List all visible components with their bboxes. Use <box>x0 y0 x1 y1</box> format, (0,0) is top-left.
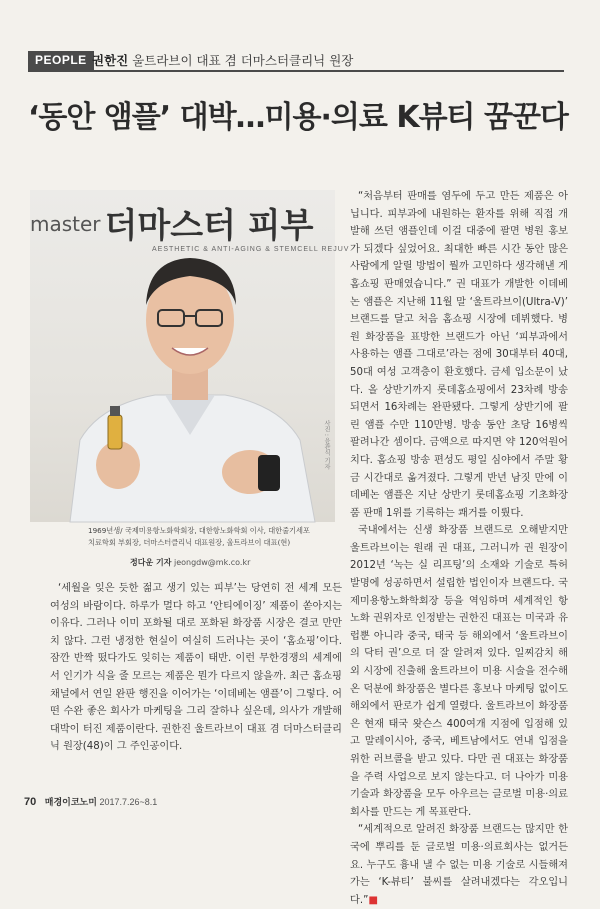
article-headline: ‘동안 앰플’ 대박…미용·의료 K뷰티 꿈꾼다 <box>28 100 568 135</box>
article-subtitle <box>92 51 353 69</box>
photo-credit: 사진 : 윤관식 기자 <box>323 420 330 470</box>
portrait-photo <box>30 190 350 522</box>
person-name: 권한진 <box>92 53 129 68</box>
sign-text: 더마스터 피부 <box>104 206 314 246</box>
caption-line: 1969년생/ 국제미용항노화학회장, 대한항노화학회 이사, 대한줄기세포 <box>88 526 310 535</box>
sign-subtext: AESTHETIC & ANTI-AGING & STEMCELL REJUV <box>152 246 350 253</box>
page-number: 70 <box>24 796 37 808</box>
person-role: 울트라브이 대표 겸 더마스터클리닉 원장 <box>128 53 354 68</box>
body-paragraph: “처음부터 판매를 염두에 두고 만든 제품은 아닙니다. 피부과에 내원하는 환자를 위해 직접 개발해 쓰던 앰플인데 이걸 대중에 팔면 병원 홍보가 되겠다 싶었어요. 최대한 빠른 시간 동안 많은 사람에게 알릴 방법이 뭘까 고민하다 생각해낸 게 홈쇼핑 판매였습니다.” 권 대표가 개발한 이데베논 앰플은 지난해 11월 말 ‘울트라브이(Ultra-V)’ 브랜드를 달고 처음 홈쇼핑 시장에 데뷔했다. 병원 화장품을 표방한 브랜드가 아닌 ‘피부과에서 사용하는 앰플 그대로’라는 점에 30대부터 40대, 50대 여성 고객층이 환호했다. 금세 입소문이 났다. 올 상반기까지 롯데홈쇼핑에서 23차례 방송되면서 16차례는 완판됐다. 그렇게 상반기에 팔린 앰플 수만 110만병. 방송 동안 초당 16병씩 팔려나간 셈이다. 금액으로 따지면 약 120억원어치다. 홈쇼핑 방송 편성도 평일 심야에서 주말 황금 시간대로 옮겨졌다. 그렇게 반년 남짓 만에 이데베논 앰플은 지난 상반기 롯데홈쇼핑 기초화장품 판매 1위를 기록하는 쾌거를 이뤘다. <box>350 191 568 519</box>
page-footer <box>24 795 157 808</box>
header-rule <box>28 70 564 72</box>
magazine-name: 매경이코노미 <box>44 797 97 807</box>
body-column-right <box>350 188 568 909</box>
section-tag: PEOPLE <box>28 51 94 70</box>
reporter-email: jeongdw@mk.co.kr <box>173 558 251 567</box>
body-paragraph: ‘세월을 잊은 듯한 젊고 생기 있는 피부’는 당연히 전 세계 모든 여성의 바람이다. 하루가 멀다 하고 ‘안티에이징’ 제품이 쏟아지는 이유다. 그러나 이미 포화될 대로 포화된 화장품 시장은 결코 만만치 않다. 그런 냉정한 현실이 여실히 드러나는 곳이 ‘홈쇼핑’이다. 잠깐 반짝 떴다가도 잊히는 제품이 태반. 이런 무한경쟁의 세계에서 인기가 식을 줄 모르는 제품은 뭔가 다르지 않을까. 최근 홈쇼핑 채널에서 연일 완판 행진을 이어가는 ‘이데베논 앰플’이 그렇다. 어떤 수완 좋은 회사가 마케팅을 그리 잘하나 싶은데, 의사가 개발해 대박이 터진 제품이란다. 권한진 울트라브이 대표 겸 더마스터클리닉 원장(48)이 그 주인공이다. <box>50 583 342 753</box>
photo-caption <box>88 525 334 549</box>
reporter-name: 정다운 기자 <box>130 558 172 567</box>
body-paragraph: 국내에서는 신생 화장품 브랜드로 오해받지만 울트라브이는 원래 권 대표, 그러니까 권 원장이 2012년 ‘녹는 실 리프팅’의 소재와 기술로 특허발명에 성공하면서 설립한 법인이자 브랜드다. 국제미용항노화학회장 등을 역임하며 세계적인 항노화 권위자로 인정받는 권한진 대표는 미국과 유럽뿐 아니라 중국, 태국 등 해외에서 ‘울트라브이의 닥터 권’으로 더 잘 알려져 있다. 일찌감치 해외 시장에 진출해 울트라브이 미용 시술을 전수해온 덕분에 화장품은 별다른 홍보나 마케팅 없이도 해외에서 판로가 쉽게 열렸다. 울트라브이 화장품은 현재 태국 왓슨스 400여개 지점에 입점해 있고 말레이시아, 중국, 베트남에서도 연내 입점을 위한 러브콜을 받고 있다. 다만 권 대표는 화장품을 주력 사업으로 보지 않는다고. 더 나아가 미용 기술과 화장품을 모두 아우르는 글로벌 미용·의료회사를 만드는 게 목표란다. <box>350 525 568 818</box>
end-mark: ■ <box>368 894 378 906</box>
issue-date: 2017.7.26~8.1 <box>99 797 158 807</box>
body-column-left <box>50 580 342 756</box>
reporter-byline <box>130 557 250 568</box>
body-paragraph <box>350 821 568 909</box>
closing-quote: “세계적으로 알려진 화장품 브랜드는 많지만 한국에 뿌리를 둔 글로벌 미용·의료회사는 없거든요. 누구도 흉내 낼 수 없는 미용 기술로 시들해져가는 ‘K-뷰티’ 불씨를 살려내겠다는 각오입니다.” <box>350 824 568 906</box>
person-illustration <box>60 210 320 522</box>
caption-line: 치료학회 부회장, 더마스터클리닉 대표원장, 울트라브이 대표(현) <box>88 538 291 547</box>
sign-prefix: master <box>30 212 101 236</box>
